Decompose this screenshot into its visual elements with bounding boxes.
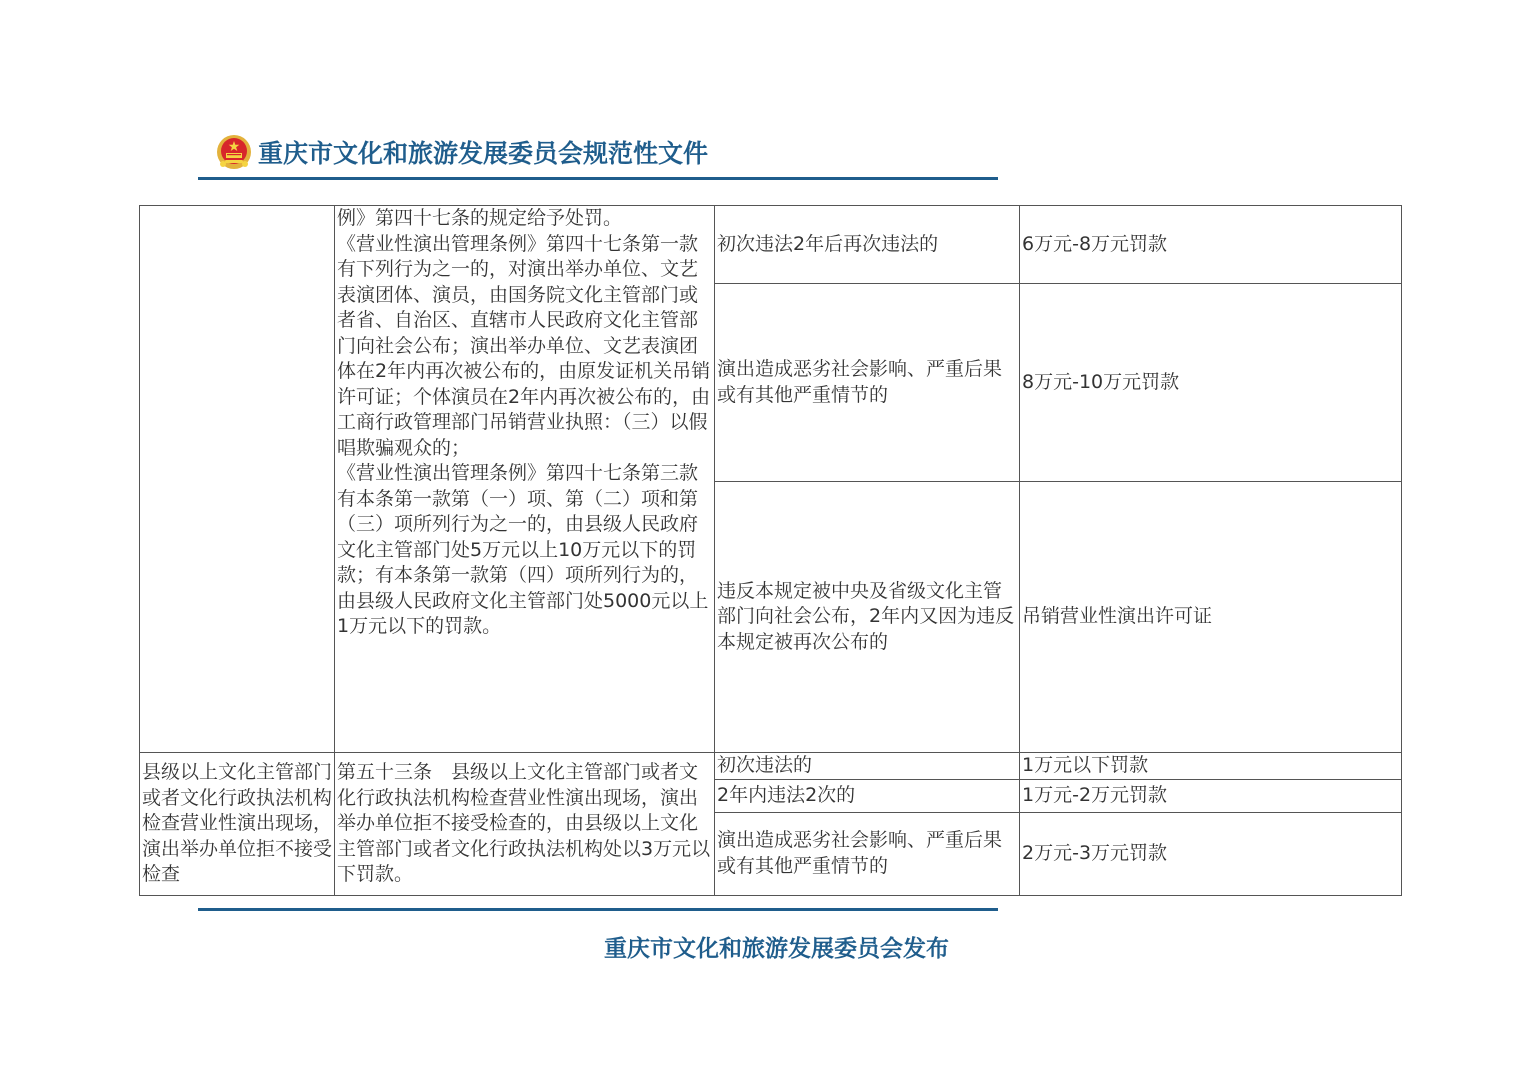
header-divider (198, 177, 998, 180)
circumstance-cell: 初次违法2年后再次违法的 (715, 206, 1020, 284)
national-emblem-icon (216, 134, 252, 170)
violation-subject-cell: 县级以上文化主管部门或者文化行政执法机构检查营业性演出现场，演出举办单位拒不接受检查 (140, 753, 335, 896)
penalty-cell: 6万元-8万元罚款 (1020, 206, 1402, 284)
footer-divider (198, 908, 998, 911)
legal-basis-cell (335, 753, 715, 896)
legal-basis-cell (335, 206, 718, 753)
legal-basis-paragraph: 第五十三条 县级以上文化主管部门或者文化行政执法机构检查营业性演出现场，演出举办单位拒不接受检查的，由县级以上文化主管部门或者文化行政执法机构处以3万元以下罚款。 (337, 761, 711, 885)
penalty-standards-table (139, 205, 1402, 896)
penalty-cell: 吊销营业性演出许可证 (1020, 482, 1402, 753)
violation-subject-cell (140, 206, 335, 753)
penalty-cell: 8万元-10万元罚款 (1020, 284, 1402, 482)
penalty-cell: 2万元-3万元罚款 (1020, 812, 1402, 895)
circumstance-cell: 初次违法的 (715, 753, 1020, 780)
legal-basis-paragraph: 《营业性演出管理条例》第四十七条第三款 有本条第一款第（一）项、第（二）项和第（三）项所列行为之一的，由县级人民政府文化主管部门处5万元以上10万元以下的罚款；有本条第一款第（四）项所列行为的，由县级人民政府文化主管部门处5000元以上1万元以下的罚款。 (337, 462, 718, 637)
penalty-cell: 1万元-2万元罚款 (1020, 779, 1402, 812)
publisher-footer: 重庆市文化和旅游发展委员会发布 (604, 935, 949, 962)
circumstance-cell: 演出造成恶劣社会影响、严重后果或有其他严重情节的 (715, 812, 1020, 895)
document-header (216, 132, 708, 172)
circumstance-cell: 违反本规定被中央及省级文化主管部门向社会公布，2年内又因为违反本规定被再次公布的 (715, 482, 1020, 753)
legal-basis-paragraph: 例》第四十七条的规定给予处罚。 (337, 207, 623, 229)
document-header-title: 重庆市文化和旅游发展委员会规范性文件 (258, 139, 709, 168)
circumstance-cell: 演出造成恶劣社会影响、严重后果或有其他严重情节的 (715, 284, 1020, 482)
legal-basis-paragraph: 《营业性演出管理条例》第四十七条第一款 有下列行为之一的，对演出举办单位、文艺表演团体、演员，由国务院文化主管部门或者省、自治区、直辖市人民政府文化主管部门向社会公布；演出举办单位、文艺表演团体在2年内再次被公布的，由原发证机关吊销许可证；个体演员在2年内再次被公布的，由工商行政管理部门吊销营业执照：（三）以假唱欺骗观众的； (337, 232, 711, 459)
penalty-cell: 1万元以下罚款 (1020, 753, 1402, 780)
table-row (140, 206, 1402, 284)
table-row (140, 753, 1402, 780)
circumstance-cell: 2年内违法2次的 (715, 779, 1020, 812)
